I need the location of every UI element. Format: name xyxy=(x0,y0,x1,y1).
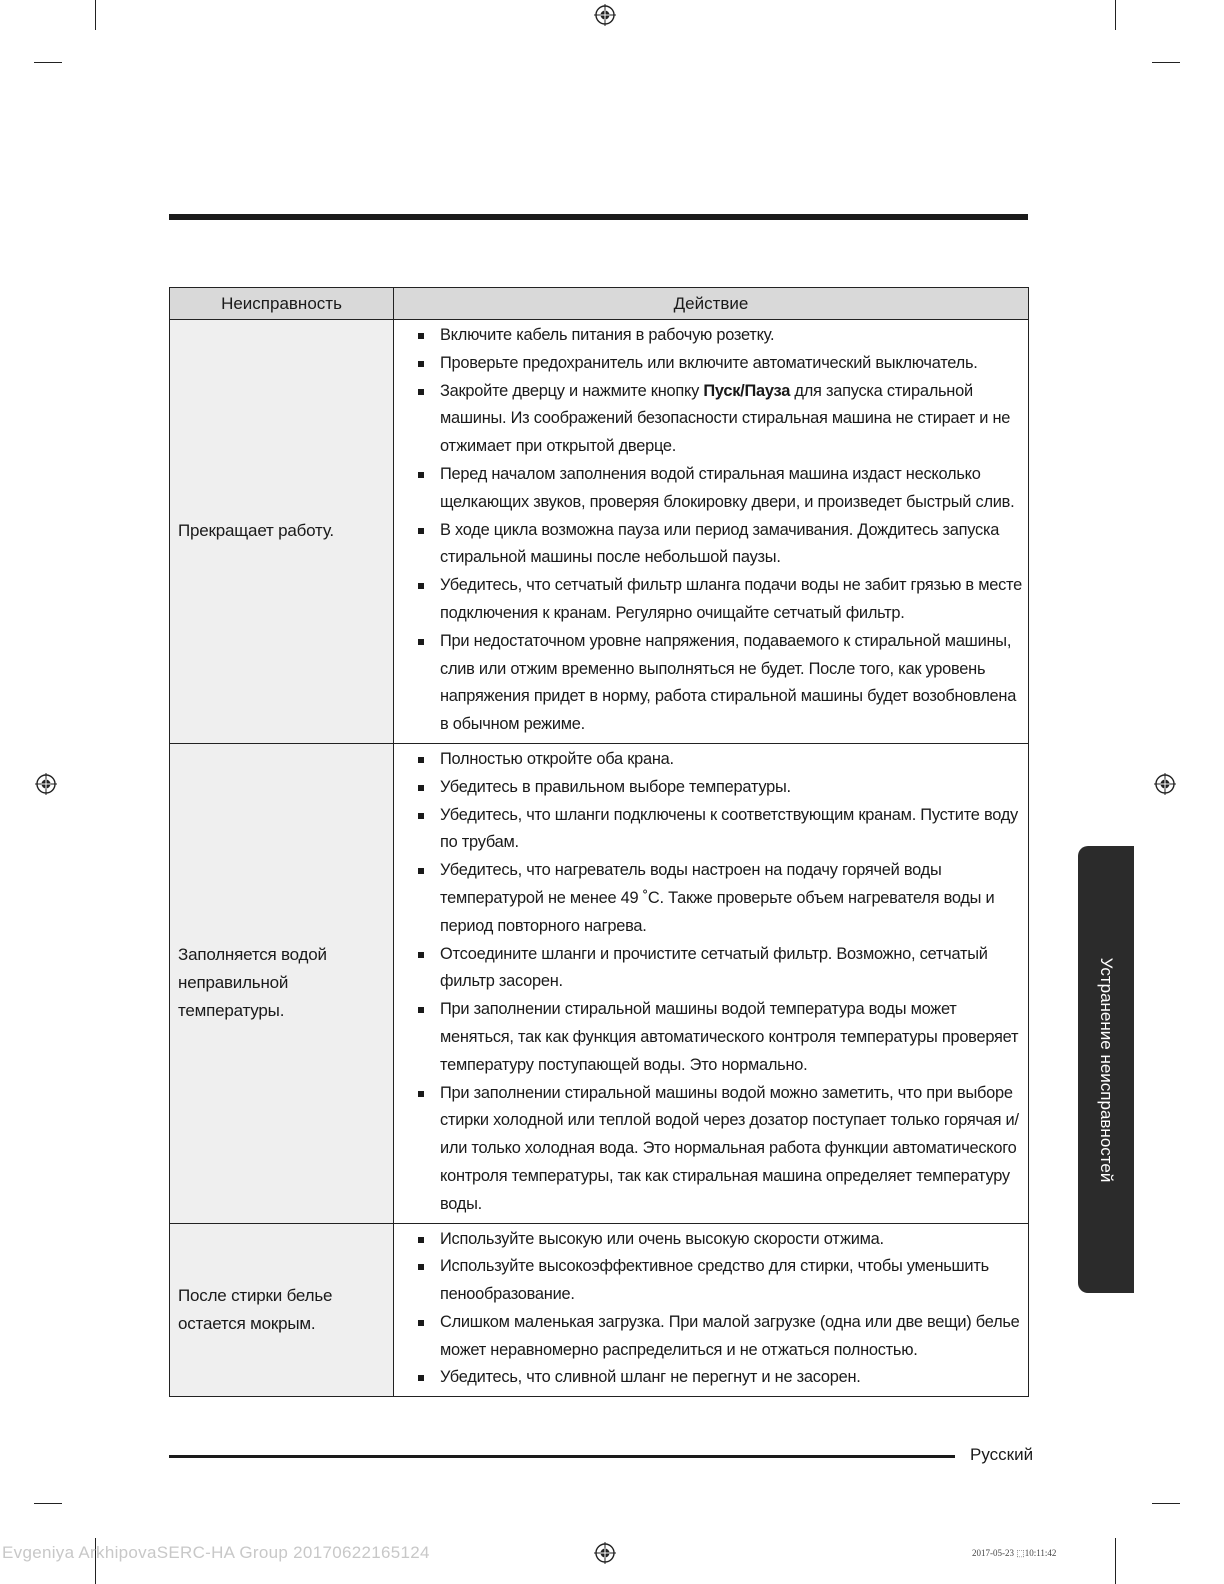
print-timestamp: 2017-05-23 ⬚10:11:42 xyxy=(972,1548,1057,1558)
crop-mark xyxy=(1115,1538,1116,1584)
action-item: Убедитесь, что сетчатый фильтр шланга подачи воды не забит грязью в месте подключения к кранам. Регулярно очищайте сетчатый фильтр. xyxy=(408,572,1022,628)
action-item: Перед началом заполнения водой стиральная машина издаст несколько щелкающих звуков, проверяя блокировку двери, и произведет быстрый слив. xyxy=(408,461,1022,517)
table-row xyxy=(170,743,1029,1223)
registration-mark-icon xyxy=(594,4,616,26)
crop-mark xyxy=(34,1503,62,1504)
action-list xyxy=(408,322,1022,739)
action-item xyxy=(408,378,1022,461)
bottom-rule xyxy=(169,1455,955,1458)
problem-cell: Прекращает работу. xyxy=(170,320,394,744)
action-cell xyxy=(394,1223,1029,1397)
problem-column-header: Неисправность xyxy=(170,288,394,320)
action-item: Отсоедините шланги и прочистите сетчатый фильтр. Возможно, сетчатый фильтр засорен. xyxy=(408,941,1022,997)
action-list xyxy=(408,746,1022,1219)
problem-cell: Заполняется водой неправильной температуры. xyxy=(170,743,394,1223)
action-item: Слишком маленькая загрузка. При малой загрузке (одна или две вещи) белье может неравномерно распределиться и не отжаться полностью. xyxy=(408,1309,1022,1365)
action-item: Полностью откройте оба крана. xyxy=(408,746,1022,774)
action-item: Убедитесь, что сливной шланг не перегнут и не засорен. xyxy=(408,1364,1022,1392)
problem-cell: После стирки белье остается мокрым. xyxy=(170,1223,394,1397)
action-item: Проверьте предохранитель или включите автоматический выключатель. xyxy=(408,350,1022,378)
action-list xyxy=(408,1226,1022,1393)
section-side-tab xyxy=(1078,846,1134,1293)
table-row xyxy=(170,320,1029,744)
registration-mark-icon xyxy=(594,1542,616,1564)
start-pause-button-label: Пуск/Пауза xyxy=(703,381,791,400)
action-cell xyxy=(394,743,1029,1223)
troubleshooting-table xyxy=(169,287,1029,1397)
section-side-tab-label: Устранение неисправностей xyxy=(1097,957,1116,1182)
action-text: для запуска стиральной машины. Из соображений безопасности стиральная машина не стирает и не отжимает при открытой дверце. xyxy=(440,381,1011,456)
action-cell xyxy=(394,320,1029,744)
crop-mark xyxy=(95,0,96,30)
action-text: Закройте дверцу и нажмите кнопку xyxy=(440,381,704,400)
table-row xyxy=(170,1223,1029,1397)
action-item: В ходе цикла возможна пауза или период замачивания. Дождитесь запуска стиральной машины после небольшой паузы. xyxy=(408,517,1022,573)
crop-mark xyxy=(1152,1503,1180,1504)
action-item: При заполнении стиральной машины водой температура воды может меняться, так как функция автоматического контроля температуры проверяет температуру поступающей воды. Это нормально. xyxy=(408,996,1022,1079)
action-item: Используйте высокоэффективное средство для стирки, чтобы уменьшить пенообразование. xyxy=(408,1253,1022,1309)
action-item: Убедитесь в правильном выборе температуры. xyxy=(408,774,1022,802)
table-header-row xyxy=(170,288,1029,320)
action-item: Убедитесь, что шланги подключены к соответствующим кранам. Пустите воду по трубам. xyxy=(408,802,1022,858)
crop-mark xyxy=(1152,62,1180,63)
registration-mark-icon xyxy=(35,773,57,795)
crop-mark xyxy=(34,62,62,63)
action-item: Убедитесь, что нагреватель воды настроен на подачу горячей воды температурой не менее 49 ˚C. Также проверьте объем нагревателя воды и период повторного нагрева. xyxy=(408,857,1022,940)
action-item: При заполнении стиральной машины водой можно заметить, что при выборе стирки холодной или теплой водой через дозатор поступает только горячая и/или только холодная вода. Это нормальная работа функции автоматического контроля температуры, так как стиральная машина определяет температуру воды. xyxy=(408,1080,1022,1219)
crop-mark xyxy=(1115,0,1116,30)
action-column-header: Действие xyxy=(394,288,1029,320)
author-stamp: Evgeniya ArkhipovaSERC-HA Group 20170622165124 xyxy=(2,1543,430,1562)
action-item: Включите кабель питания в рабочую розетку. xyxy=(408,322,1022,350)
action-item: Используйте высокую или очень высокую скорости отжима. xyxy=(408,1226,1022,1254)
registration-mark-icon xyxy=(1154,773,1176,795)
top-rule xyxy=(169,214,1028,220)
page-language-label: Русский xyxy=(970,1445,1034,1464)
action-item: При недостаточном уровне напряжения, подаваемого к стиральной машины, слив или отжим временно выполняться не будет. После того, как уровень напряжения придет в норму, работа стиральной машины будет возобновлена в обычном режиме. xyxy=(408,628,1022,739)
